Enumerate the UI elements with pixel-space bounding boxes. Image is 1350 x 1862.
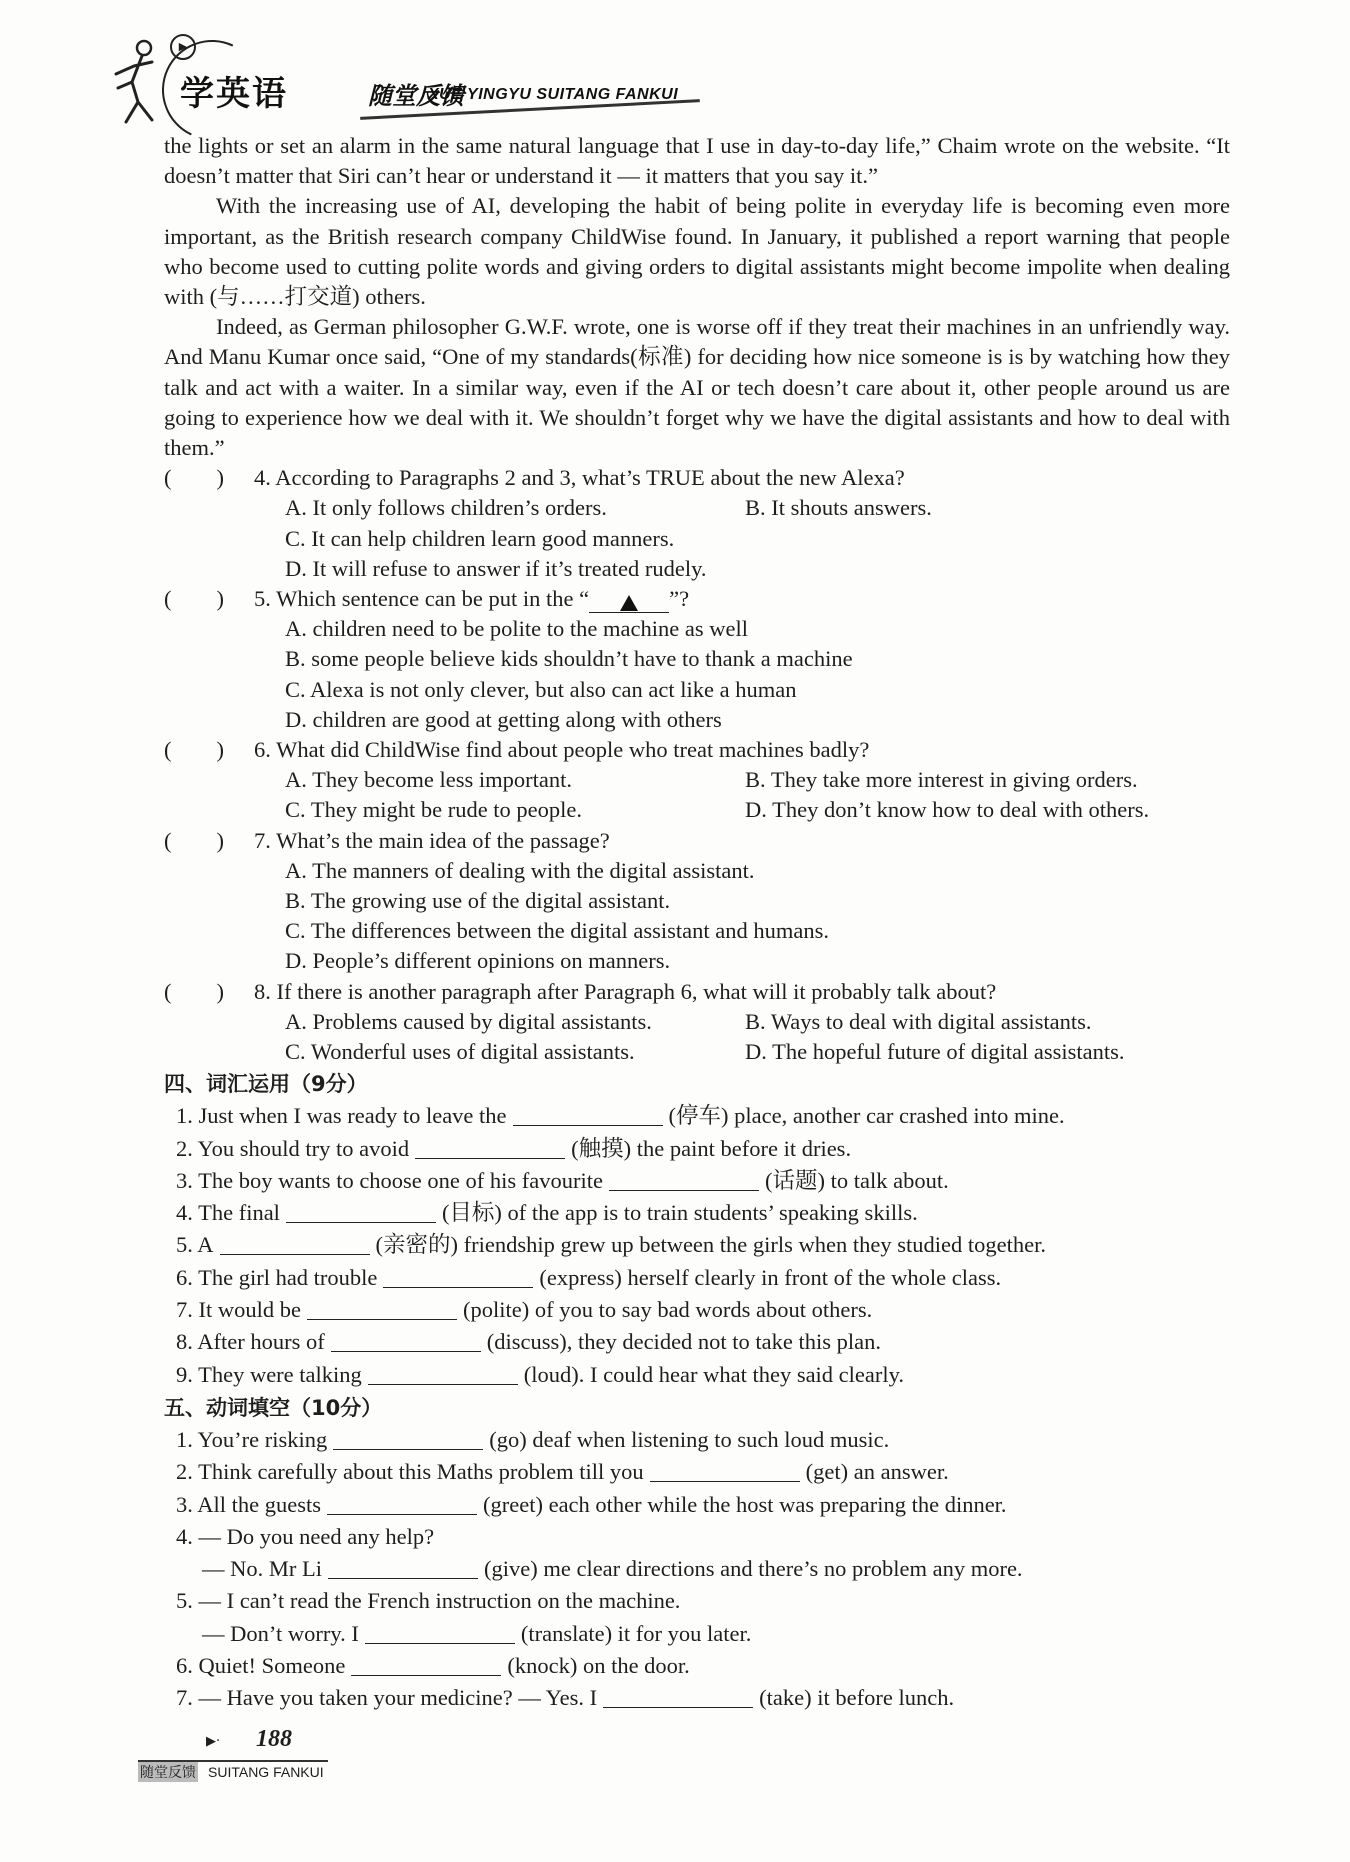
- item-text: 2. You should try to avoid: [176, 1135, 410, 1161]
- footer-brand-cn: 随堂反馈: [138, 1762, 198, 1782]
- item-hint: (knock) on the door.: [507, 1653, 690, 1679]
- option-a: A. children need to be polite to the machine as well: [285, 616, 748, 642]
- answer-blank[interactable]: [333, 1427, 483, 1450]
- answer-blank[interactable]: [415, 1136, 565, 1159]
- item-text: 1. Just when I was ready to leave the: [176, 1103, 507, 1129]
- option-d: D. People’s different opinions on manners.: [285, 948, 671, 974]
- brand-subtitle: 随堂反馈: [368, 82, 464, 110]
- item-hint: (translate) it for you later.: [520, 1620, 752, 1646]
- answer-blank[interactable]: [513, 1103, 663, 1126]
- item-text: 3. All the guests: [176, 1491, 321, 1517]
- question-stem: 8. If there is another paragraph after Paragraph 6, what will it probably talk about?: [254, 978, 997, 1004]
- answer-blank[interactable]: [307, 1297, 457, 1320]
- item-hint: (亲密的) friendship grew up between the girls when they studied together.: [375, 1232, 1046, 1258]
- option-c: C. It can help children learn good manners.: [285, 525, 675, 551]
- vocab-item: [164, 1165, 1230, 1197]
- item-text: 2. Think carefully about this Maths problem till you: [176, 1459, 644, 1485]
- option-a: A. The manners of dealing with the digital assistant.: [285, 857, 755, 883]
- question-8: [164, 977, 1230, 1068]
- vocab-item: [164, 1294, 1230, 1326]
- item-hint: (go) deaf when listening to such loud music.: [489, 1426, 890, 1452]
- arrow-icon: ▶·: [206, 1734, 221, 1749]
- item-text: 6. Quiet! Someone: [176, 1653, 346, 1679]
- stem-text: 5. Which sentence can be put in the “: [254, 586, 590, 612]
- item-hint: (polite) of you to say bad words about others.: [462, 1297, 873, 1323]
- verb-item: [164, 1682, 1230, 1714]
- answer-bracket[interactable]: ( ): [164, 978, 224, 1004]
- option-c: C. Wonderful uses of digital assistants.: [285, 1039, 635, 1065]
- answer-blank[interactable]: [331, 1329, 481, 1352]
- item-text: 4. The final: [176, 1200, 280, 1226]
- item-text: 7. It would be: [176, 1297, 301, 1323]
- option-a: A. It only follows children’s orders.: [285, 495, 607, 521]
- verb-item: [164, 1650, 1230, 1682]
- option-c: C. The differences between the digital assistant and humans.: [285, 918, 830, 944]
- question-stem: 7. What’s the main idea of the passage?: [254, 827, 610, 853]
- triangle-blank: [589, 588, 669, 613]
- item-text: 1. You’re risking: [176, 1426, 328, 1452]
- item-hint: (话题) to talk about.: [765, 1167, 949, 1193]
- vocab-item: [164, 1100, 1230, 1132]
- brand-pinyin: XUE YINGYU SUITANG FANKUI: [428, 86, 679, 103]
- answer-blank[interactable]: [286, 1200, 436, 1223]
- vocab-item: [164, 1229, 1230, 1261]
- option-a: A. They become less important.: [285, 767, 573, 793]
- vocab-item: [164, 1359, 1230, 1391]
- answer-blank[interactable]: [650, 1459, 800, 1482]
- option-d: D. It will refuse to answer if it’s treated rudely.: [285, 555, 707, 581]
- runner-logo-icon: [108, 36, 168, 124]
- page-number: 188: [256, 1726, 292, 1752]
- item-text: 5. A: [176, 1232, 214, 1258]
- option-b: B. Ways to deal with digital assistants.: [745, 1008, 1092, 1034]
- page-header: [100, 30, 700, 125]
- stem-text-end: ”?: [669, 586, 690, 612]
- answer-blank[interactable]: [603, 1685, 753, 1708]
- item-text: 7. — Have you taken your medicine? — Yes. I: [176, 1685, 598, 1711]
- play-icon: ▶: [170, 34, 196, 60]
- item-hint: (loud). I could hear what they said clearly.: [523, 1361, 905, 1387]
- option-b: B. They take more interest in giving orders.: [745, 767, 1138, 793]
- footer-brand-en: SUITANG FANKUI: [208, 1764, 324, 1780]
- question-4: [164, 463, 1230, 584]
- verb-item: [164, 1553, 1230, 1585]
- option-d: D. They don’t know how to deal with others.: [745, 797, 1150, 823]
- item-hint: (give) me clear directions and there’s no problem any more.: [484, 1556, 1023, 1582]
- passage-paragraph: the lights or set an alarm in the same natural language that I use in day-to-day life,” Chaim wrote on the website. “It doesn’t matter that Siri can’t hear or understand it — it matters that you say it.”: [164, 133, 1230, 189]
- answer-bracket[interactable]: ( ): [164, 465, 224, 491]
- verb-item: [164, 1489, 1230, 1521]
- option-c: C. Alexa is not only clever, but also can act like a human: [285, 676, 797, 702]
- item-text: 3. The boy wants to choose one of his favourite: [176, 1167, 603, 1193]
- item-text: — Don’t worry. I: [202, 1620, 359, 1646]
- item-hint: (greet) each other while the host was preparing the dinner.: [483, 1491, 1007, 1517]
- question-5: [164, 584, 1230, 735]
- option-a: A. Problems caused by digital assistants.: [285, 1008, 652, 1034]
- answer-blank[interactable]: [609, 1168, 759, 1191]
- verb-item: [164, 1424, 1230, 1456]
- answer-bracket[interactable]: ( ): [164, 827, 224, 853]
- question-7: [164, 826, 1230, 977]
- verb-item-question: 4. — Do you need any help?: [176, 1523, 435, 1549]
- question-stem: 6. What did ChildWise find about people who treat machines badly?: [254, 737, 870, 763]
- item-hint: (get) an answer.: [805, 1459, 949, 1485]
- answer-blank[interactable]: [365, 1621, 515, 1644]
- option-d: D. The hopeful future of digital assistants.: [745, 1039, 1125, 1065]
- answer-bracket[interactable]: ( ): [164, 737, 224, 763]
- item-text: 8. After hours of: [176, 1329, 325, 1355]
- answer-blank[interactable]: [383, 1265, 533, 1288]
- question-stem: [164, 584, 1230, 614]
- option-b: B. It shouts answers.: [745, 495, 932, 521]
- passage-paragraph: Indeed, as German philosopher G.W.F. wrote, one is worse off if they treat their machines in an unfriendly way. And Manu Kumar once said, “One of my standards(标准) for deciding how nice someone is is by watching how they talk and act with a waiter. In a similar way, even if the AI or tech doesn’t care about it, other people around us are going to experience how we deal with it. We shouldn’t forget why we have the digital assistants and how to deal with them.”: [164, 314, 1230, 461]
- verb-item: [164, 1618, 1230, 1650]
- page-footer: [138, 1720, 438, 1800]
- brand-title: 学英语: [180, 74, 288, 114]
- item-hint: (目标) of the app is to train students’ speaking skills.: [441, 1200, 918, 1226]
- item-hint: (停车) place, another car crashed into mine.: [668, 1103, 1065, 1129]
- page-content: [164, 131, 1230, 1715]
- passage-paragraph: With the increasing use of AI, developing the habit of being polite in everyday life is becoming even more important, as the British research company ChildWise found. In January, it published a report warning that people who become used to cutting polite words and giving orders to digital assistants might become impolite when dealing with (与……打交道) others.: [164, 193, 1230, 310]
- item-text: — No. Mr Li: [202, 1556, 322, 1582]
- answer-blank[interactable]: [328, 1556, 478, 1579]
- vocab-item: [164, 1262, 1230, 1294]
- question-6: [164, 735, 1230, 826]
- item-hint: (express) herself clearly in front of the whole class.: [539, 1264, 1002, 1290]
- item-hint: (discuss), they decided not to take this plan.: [486, 1329, 882, 1355]
- answer-blank[interactable]: [351, 1653, 501, 1676]
- section-title: 五、动词填空（10分）: [164, 1395, 383, 1420]
- item-text: 6. The girl had trouble: [176, 1264, 378, 1290]
- question-stem: 4. According to Paragraphs 2 and 3, what’s TRUE about the new Alexa?: [254, 465, 905, 491]
- answer-blank[interactable]: [220, 1232, 370, 1255]
- answer-blank[interactable]: [368, 1362, 518, 1385]
- option-b: B. The growing use of the digital assistant.: [285, 888, 671, 914]
- vocab-item: [164, 1326, 1230, 1358]
- verb-item-question: 5. — I can’t read the French instruction on the machine.: [176, 1588, 681, 1614]
- answer-blank[interactable]: [327, 1492, 477, 1515]
- vocab-item: [164, 1133, 1230, 1165]
- option-d: D. children are good at getting along with others: [285, 706, 722, 732]
- section-title: 四、词汇运用（9分）: [164, 1072, 368, 1097]
- item-hint: (触摸) the paint before it dries.: [571, 1135, 852, 1161]
- option-b: B. some people believe kids shouldn’t have to thank a machine: [285, 646, 853, 672]
- option-c: C. They might be rude to people.: [285, 797, 583, 823]
- answer-bracket[interactable]: ( ): [164, 586, 224, 612]
- vocab-item: [164, 1197, 1230, 1229]
- triangle-icon: [620, 595, 638, 611]
- item-hint: (take) it before lunch.: [759, 1685, 955, 1711]
- item-text: 9. They were talking: [176, 1361, 362, 1387]
- verb-item: [164, 1456, 1230, 1488]
